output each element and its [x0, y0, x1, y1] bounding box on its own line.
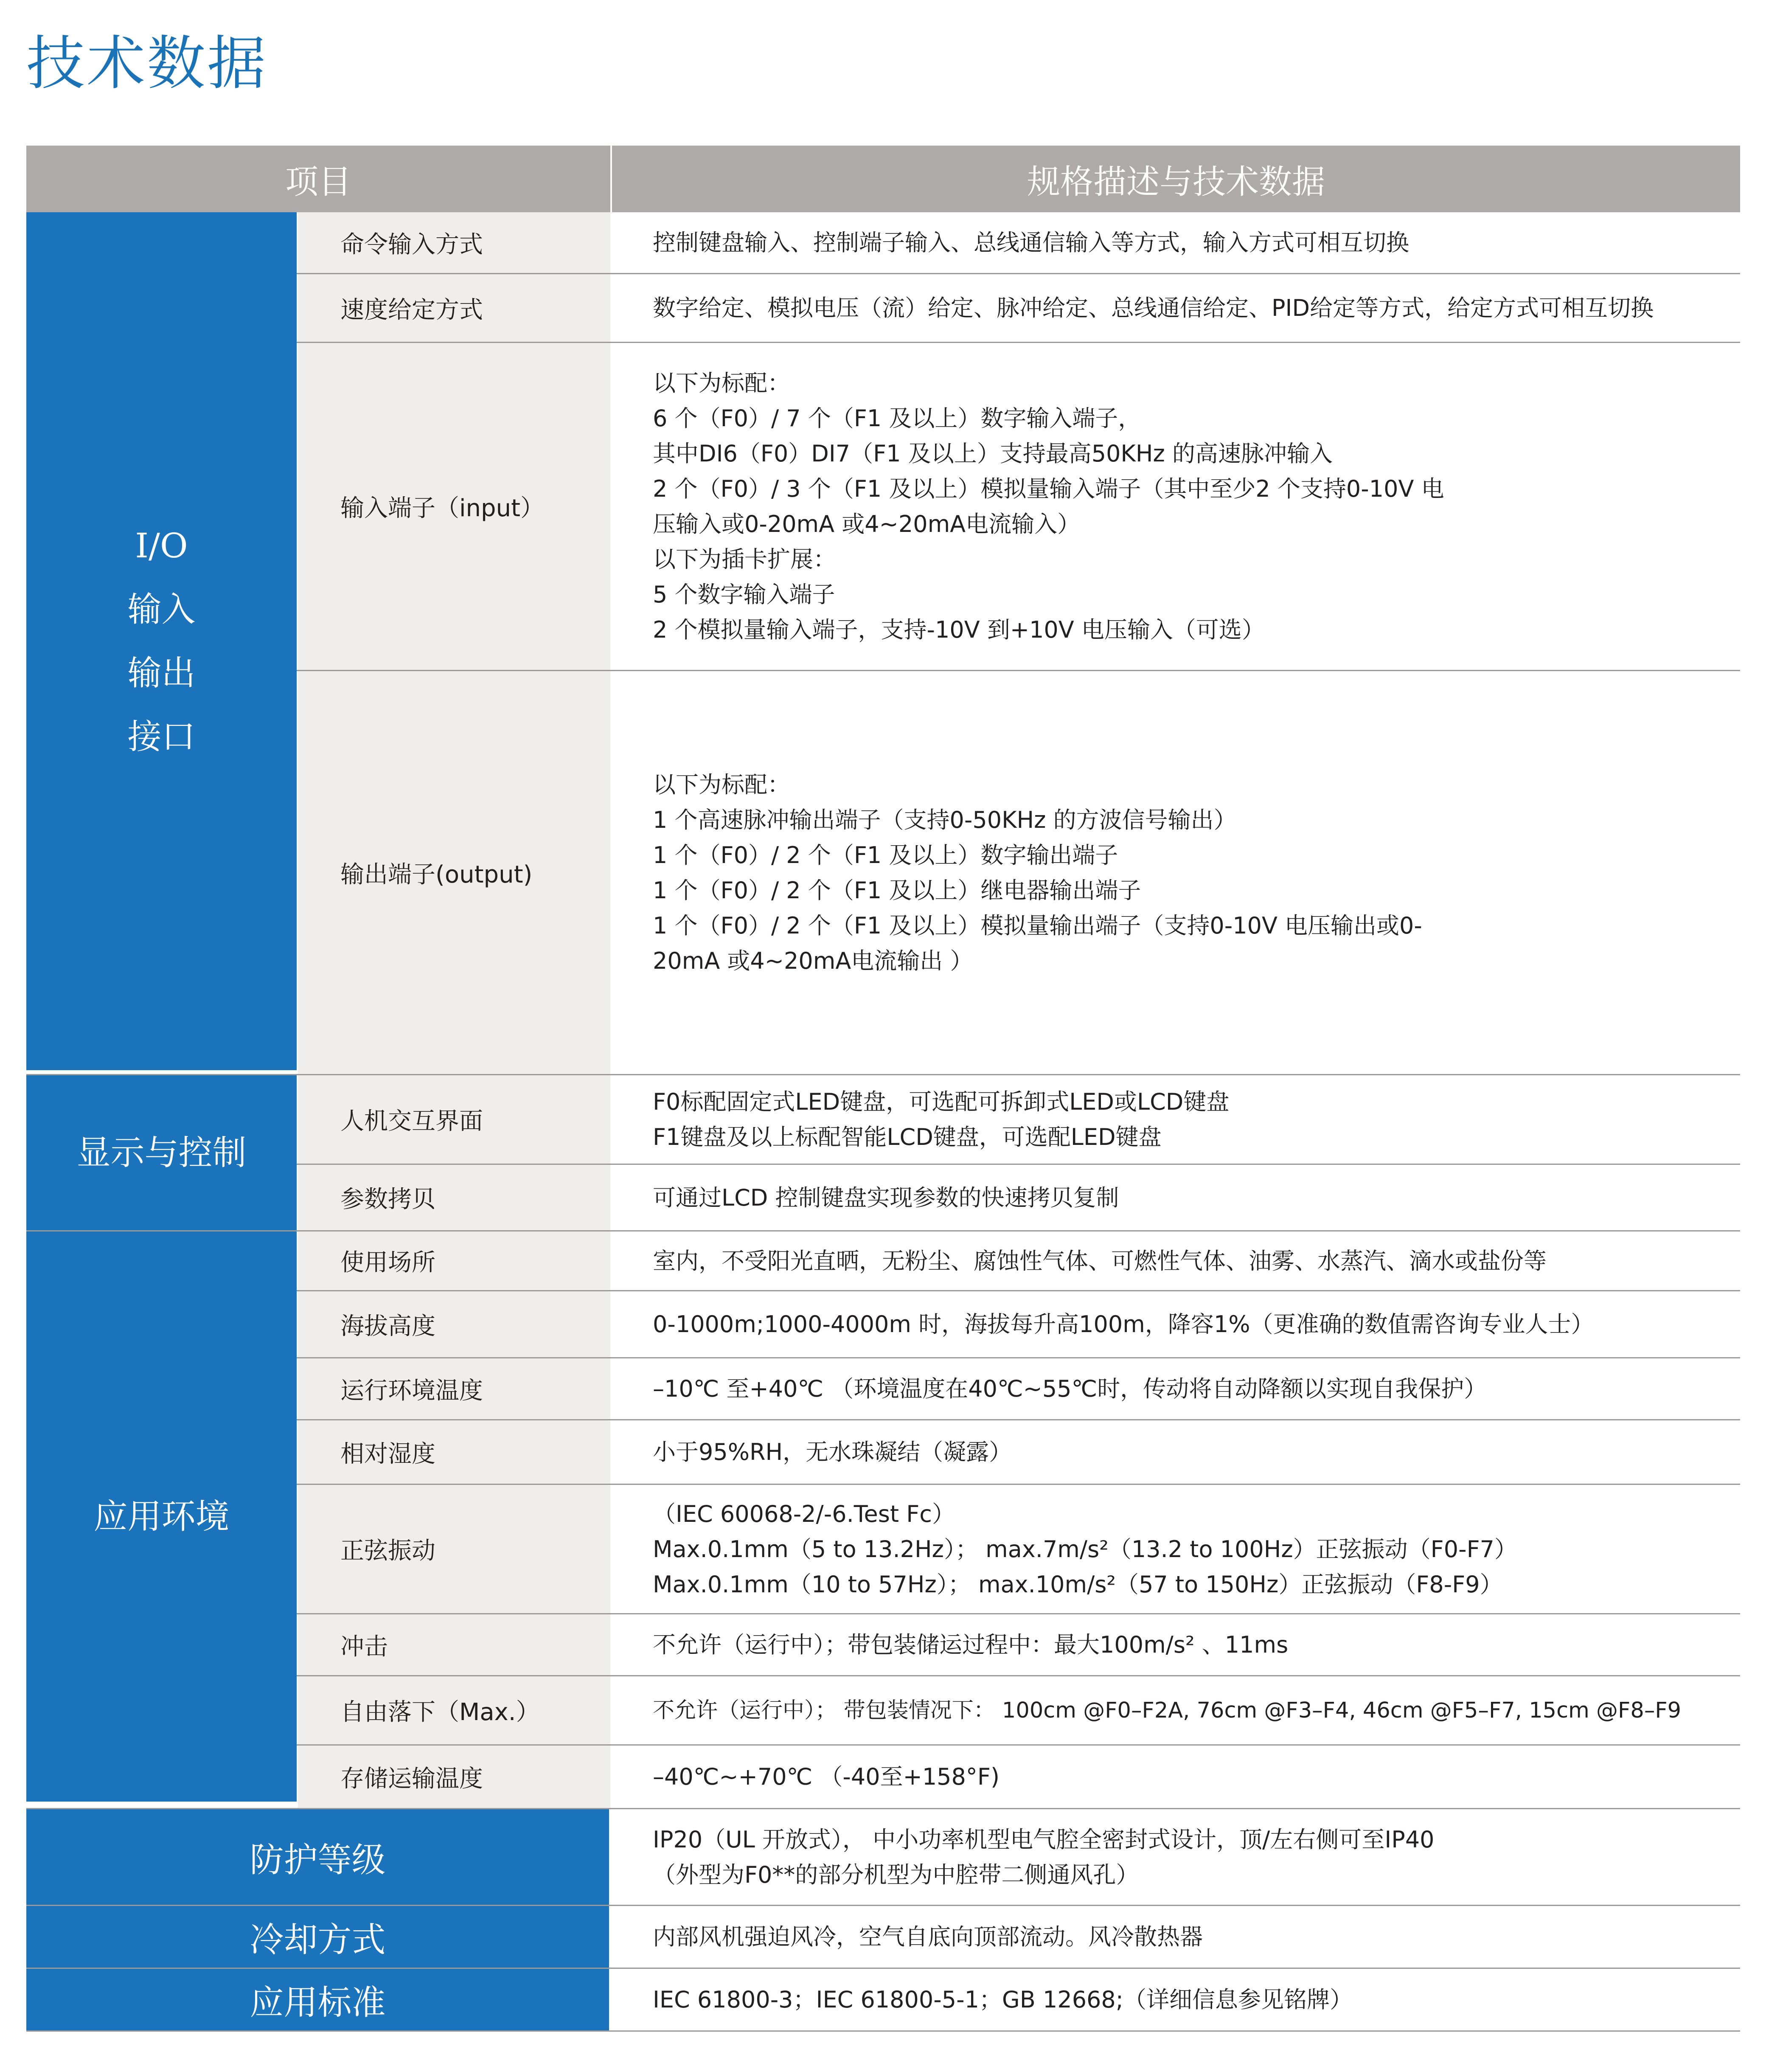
- desc-line: 小于95%RH，无水珠凝结（凝露）: [653, 1439, 1012, 1465]
- desc-line: Max.0.1mm（5 to 13.2Hz）； max.7m/s²（13.2 to 100Hz）正弦振动（F0-F7）: [653, 1535, 1517, 1563]
- row-desc: [610, 1485, 1740, 1613]
- row-item: 使用场所: [297, 1231, 610, 1290]
- row-desc: [610, 1165, 1740, 1230]
- desc-line: （外型为F0**的部分机型为中腔带二侧通风孔）: [653, 1861, 1139, 1888]
- row-desc: [610, 1969, 1740, 2030]
- section-display: [26, 1075, 1740, 1231]
- desc-line: 1 个（F0）/ 2 个（F1 及以上）继电器输出端子: [653, 877, 1141, 904]
- desc-line: 其中DI6（F0）DI7（F1 及以上）支持最高50KHz 的高速脉冲输入: [653, 440, 1333, 467]
- table-row: [297, 1358, 1740, 1420]
- section-rows: [297, 212, 1740, 1074]
- desc-line: 不允许（运行中）；带包装储运过程中：最大100m/s² 、11ms: [653, 1631, 1289, 1658]
- category-line: 显示与控制: [76, 1133, 247, 1172]
- table-row: [297, 1676, 1740, 1746]
- desc-line: IEC 61800-3；IEC 61800-5-1；GB 12668;（详细信息参见铭牌）: [653, 1986, 1353, 2013]
- row-item: 正弦振动: [297, 1485, 610, 1613]
- table-row: [297, 1746, 1740, 1808]
- header-item: 项目: [285, 163, 351, 201]
- row-protection: [26, 1809, 1740, 1906]
- table-row: [297, 1614, 1740, 1676]
- desc-line: –10℃ 至+40℃ （环境温度在40℃~55℃时，传动将自动降额以实现自我保护）: [653, 1375, 1487, 1402]
- desc-line: 1 个（F0）/ 2 个（F1 及以上）模拟量输出端子（支持0-10V 电压输出或0-: [653, 912, 1422, 939]
- row-standards: [26, 1969, 1740, 2032]
- desc-line: 以下为插卡扩展：: [653, 546, 836, 573]
- desc-line: 20mA 或4~20mA电流输出 ）: [653, 947, 973, 974]
- category-display: [26, 1075, 297, 1230]
- row-item: 参数拷贝: [297, 1165, 610, 1230]
- table-row: [297, 1075, 1740, 1165]
- desc-line: 5 个数字输入端子: [653, 581, 835, 608]
- row-desc: [610, 1075, 1740, 1164]
- desc-line: F0标配固定式LED键盘，可选配可拆卸式LED或LCD键盘: [653, 1088, 1230, 1115]
- row-desc: [610, 274, 1740, 342]
- desc-line: 1 个（F0）/ 2 个（F1 及以上）数字输出端子: [653, 841, 1118, 869]
- category-cooling: 冷却方式: [26, 1906, 610, 1968]
- row-desc: [610, 343, 1740, 670]
- desc-line: 数字给定、模拟电压（流）给定、脉冲给定、总线通信给定、PID给定等方式，给定方式可相互切换: [653, 295, 1654, 321]
- table-row: [297, 274, 1740, 343]
- desc-line: 6 个（F0）/ 7 个（F1 及以上）数字输入端子，: [653, 405, 1141, 432]
- page-title: 技术数据: [26, 29, 268, 98]
- category-line: 应用环境: [93, 1496, 230, 1536]
- row-desc: [610, 212, 1740, 273]
- desc-line: Max.0.1mm（10 to 57Hz）； max.10m/s²（57 to 150Hz）正弦振动（F8-F9）: [653, 1571, 1503, 1598]
- desc-line: 0-1000m;1000-4000m 时，海拔每升高100m，降容1%（更准确的数值需咨询专业人士）: [653, 1311, 1594, 1338]
- category-line: I/O: [135, 526, 188, 565]
- header-spec: 规格描述与技术数据: [610, 146, 1740, 212]
- desc-line: 以下为标配：: [653, 771, 790, 798]
- row-item: 人机交互界面: [297, 1075, 610, 1164]
- spec-table: [26, 146, 1740, 2032]
- category-environment: [26, 1231, 297, 1802]
- desc-line: 2 个模拟量输入端子，支持-10V 到+10V 电压输入（可选）: [653, 616, 1265, 643]
- table-row: [297, 671, 1740, 1074]
- category-protection: 防护等级: [26, 1809, 610, 1905]
- section-rows: [297, 1231, 1740, 1808]
- row-item: 冲击: [297, 1614, 610, 1675]
- row-cooling: [26, 1906, 1740, 1969]
- row-desc: [610, 1291, 1740, 1357]
- desc-line: 内部风机强迫风冷，空气自底向顶部流动。风冷散热器: [653, 1923, 1203, 1950]
- category-standards: 应用标准: [26, 1969, 610, 2030]
- table-row: [297, 1420, 1740, 1485]
- row-desc: [610, 1358, 1740, 1419]
- table-row: [297, 1165, 1740, 1230]
- row-item: 速度给定方式: [297, 274, 610, 342]
- row-item: 输入端子（input）: [297, 343, 610, 670]
- category-line: 输入: [127, 589, 196, 629]
- table-row: [297, 1291, 1740, 1358]
- desc-line: （IEC 60068-2/-6.Test Fc）: [653, 1500, 955, 1527]
- category-line: 接口: [127, 717, 196, 756]
- desc-line: 可通过LCD 控制键盘实现参数的快速拷贝复制: [653, 1184, 1119, 1211]
- row-item: 自由落下（Max.）: [297, 1676, 610, 1744]
- section-io: [26, 212, 1740, 1075]
- desc-line: 室内，不受阳光直晒，无粉尘、腐蚀性气体、可燃性气体、油雾、水蒸汽、滴水或盐份等: [653, 1247, 1547, 1274]
- table-header: [26, 146, 1740, 212]
- row-item: 存储运输温度: [297, 1746, 610, 1808]
- row-item: 命令输入方式: [297, 212, 610, 273]
- row-desc: [610, 1906, 1740, 1968]
- category-line: 输出: [127, 653, 196, 693]
- desc-line: F1键盘及以上标配智能LCD键盘，可选配LED键盘: [653, 1124, 1162, 1150]
- category-io: [26, 212, 297, 1070]
- desc-line: 以下为标配：: [653, 370, 790, 396]
- table-row: [297, 1231, 1740, 1291]
- desc-line: 2 个（F0）/ 3 个（F1 及以上）模拟量输入端子（其中至少2 个支持0-10V 电: [653, 475, 1444, 502]
- row-desc: [610, 671, 1740, 1074]
- table-row: [297, 343, 1740, 671]
- row-desc: [610, 1809, 1740, 1905]
- section-rows: [297, 1075, 1740, 1230]
- section-environment: [26, 1231, 1740, 1809]
- table-row: [297, 212, 1740, 274]
- desc-line: IP20（UL 开放式）， 中小功率机型电气腔全密封式设计，顶/左右侧可至IP40: [653, 1826, 1435, 1853]
- row-desc: [610, 1676, 1740, 1744]
- row-item: 海拔高度: [297, 1291, 610, 1357]
- desc-line: 压输入或0-20mA 或4~20mA电流输入）: [653, 511, 1081, 537]
- row-item: 输出端子(output): [297, 671, 610, 1074]
- row-desc: [610, 1614, 1740, 1675]
- row-item: 运行环境温度: [297, 1358, 610, 1419]
- desc-line: 不允许（运行中）； 带包装情况下： 100cm @F0–F2A, 76cm @F3–F4, 46cm @F5–F7, 15cm @F8–F9: [653, 1698, 1682, 1723]
- row-desc: [610, 1231, 1740, 1290]
- desc-line: –40℃~+70℃ （-40至+158°F): [653, 1763, 1000, 1790]
- desc-line: 1 个高速脉冲输出端子（支持0-50KHz 的方波信号输出）: [653, 806, 1237, 833]
- row-desc: [610, 1746, 1740, 1808]
- table-row: [297, 1485, 1740, 1614]
- row-desc: [610, 1420, 1740, 1484]
- desc-line: 控制键盘输入、控制端子输入、总线通信输入等方式，输入方式可相互切换: [653, 229, 1409, 256]
- row-item: 相对湿度: [297, 1420, 610, 1484]
